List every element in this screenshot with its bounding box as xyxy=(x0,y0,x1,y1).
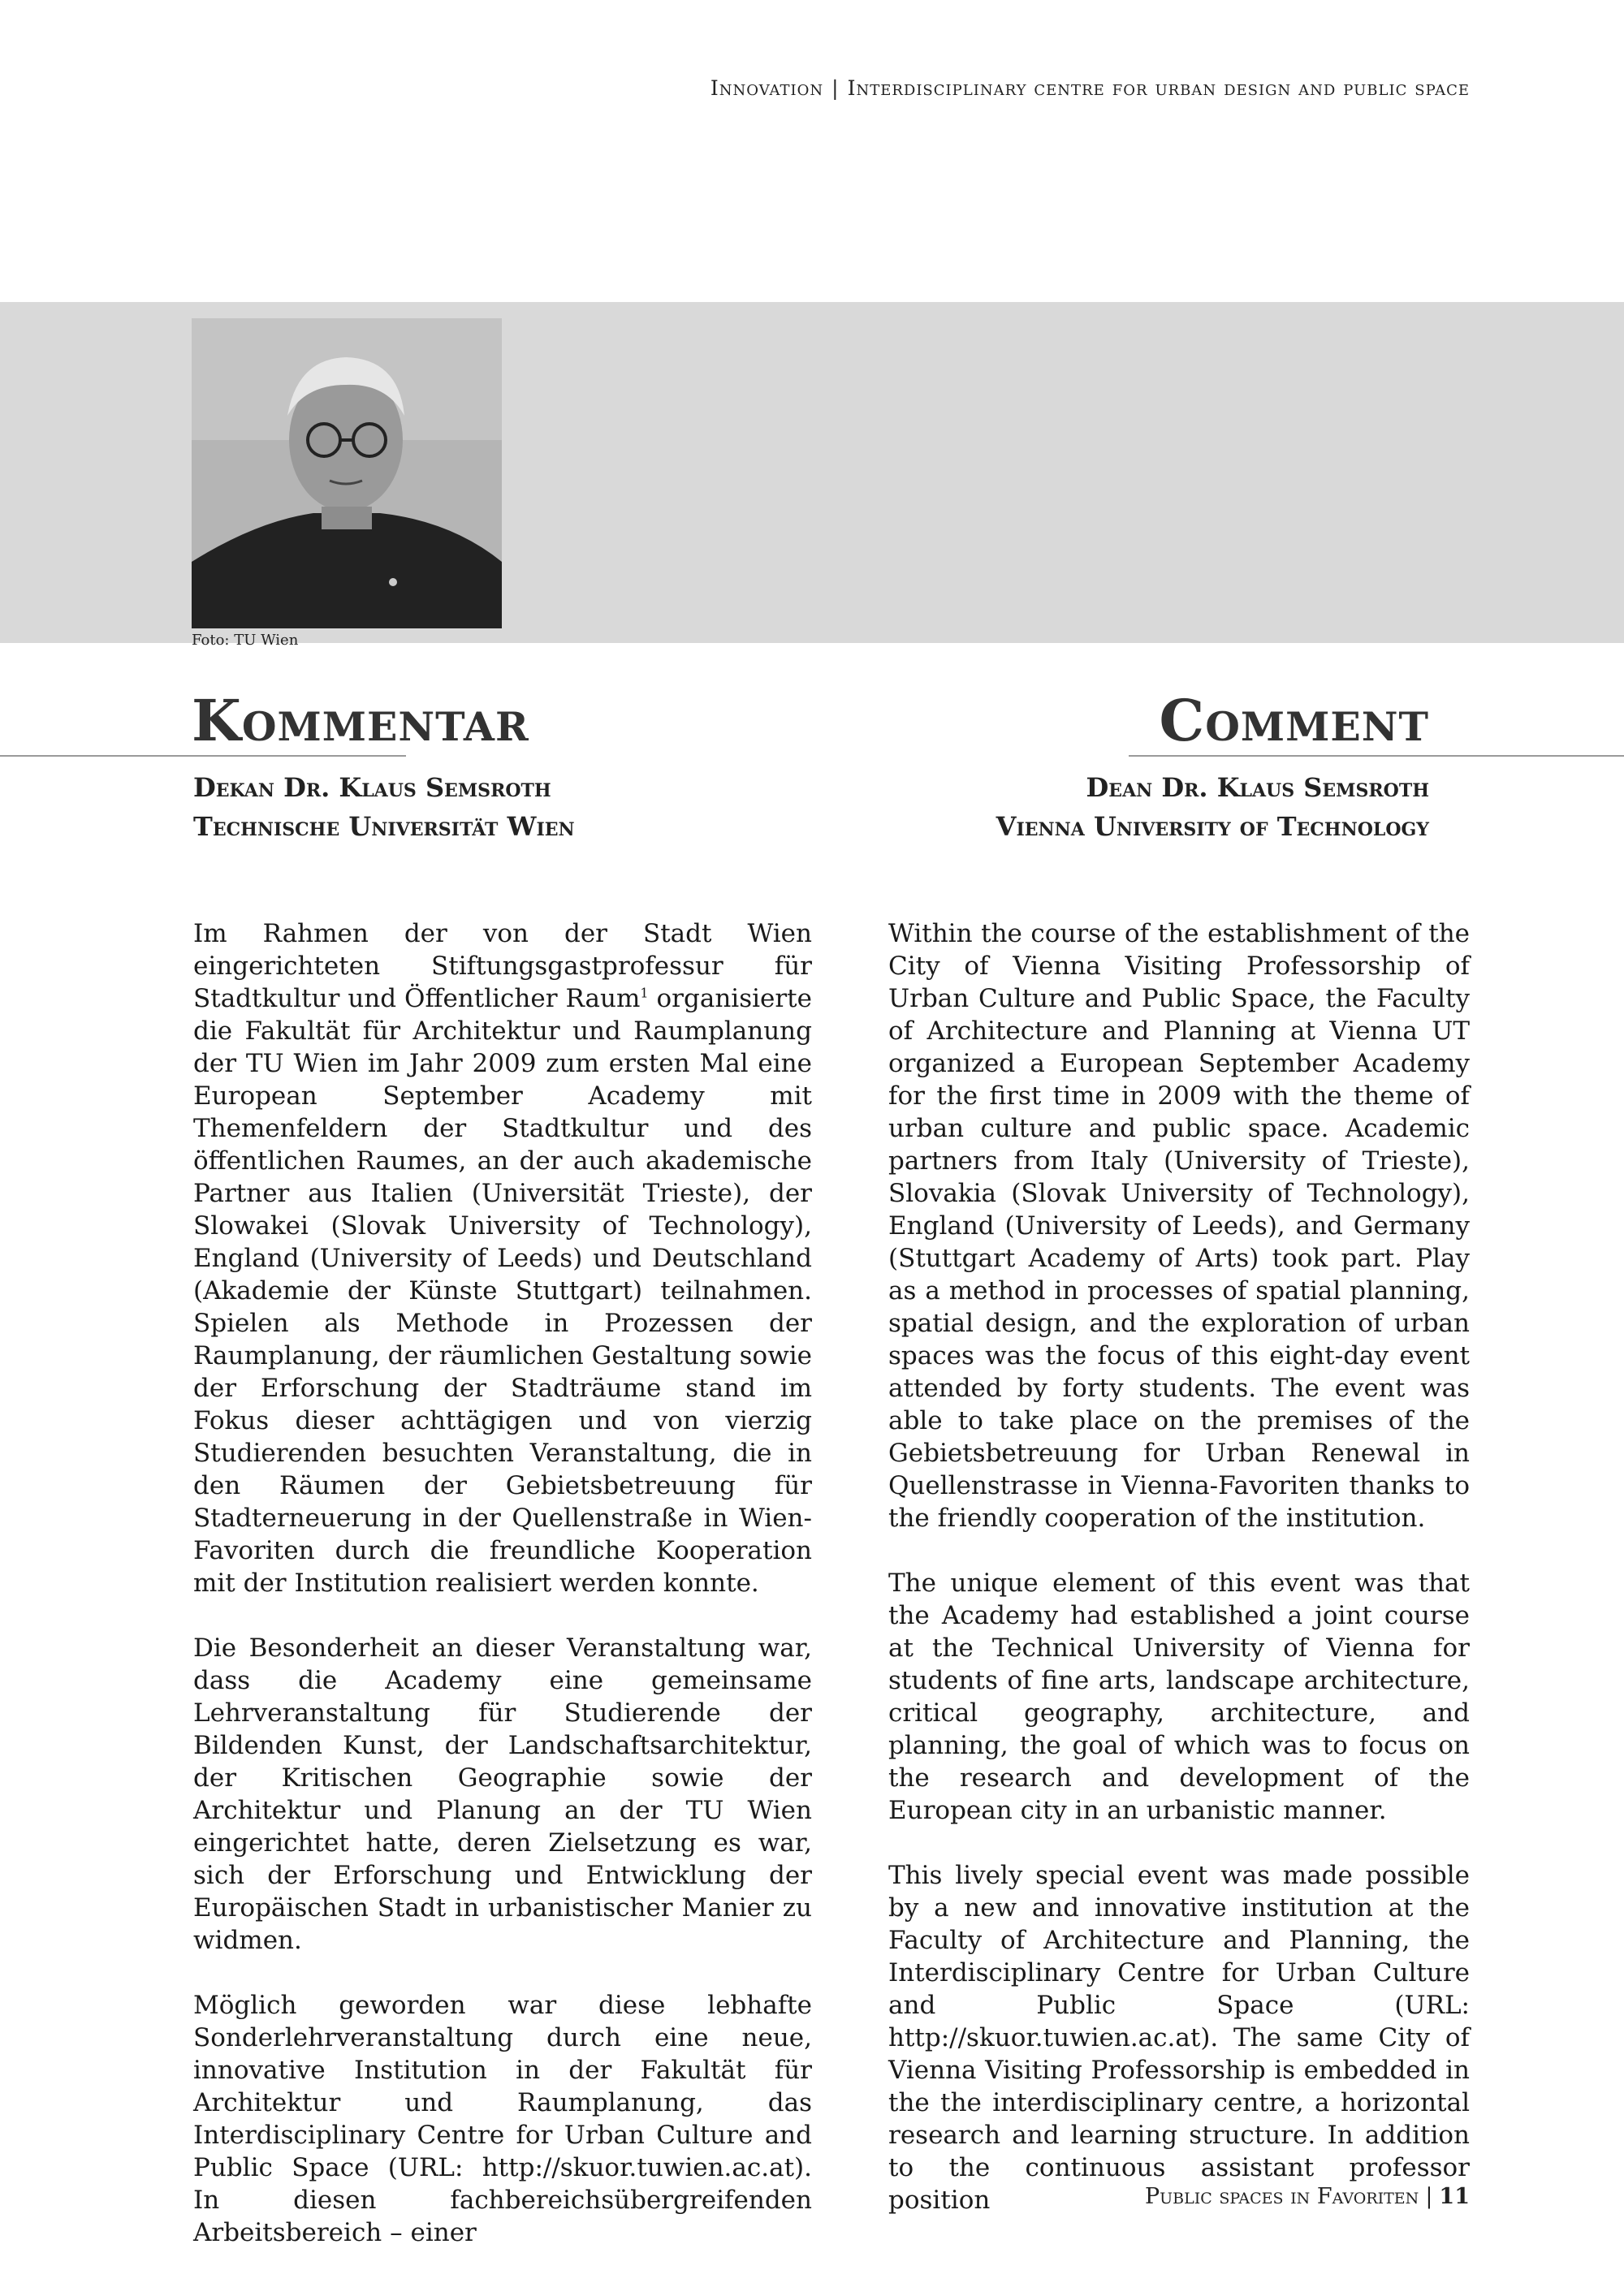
german-paragraph-2: Die Besonderheit an dieser Veranstaltung war, dass die Academy eine gemeinsame Lehrveranstaltung für Studierende der Bildenden Kunst, der Landschaftsarchitektur, der Kritischen Geographie sowie der Architektur und Planung an der TU Wien eingerichtet hatte, deren Zielsetzung es war, sich der Erforschung und Entwicklung der Europäischen Stadt in urbanistischer Manier zu widmen. xyxy=(193,1634,812,1955)
author-name-german: Dekan Dr. Klaus Semsroth xyxy=(193,772,551,803)
author-affiliation-german: Technische Universität Wien xyxy=(193,811,575,842)
english-paragraph-1: Within the course of the establishment of the City of Vienna Visiting Professorship of Urban Culture and Public Space, the Faculty of Architecture and Planning at Vienna UT organized a European September Academy for the first time in 2009 with the theme of urban culture and public space. Academic partners from Italy (University of Trieste), Slovakia (Slovak University of Technology), England (University of Leeds), and Germany (Stuttgart Academy of Arts) took part. Play as a method in processes of spatial planning, spatial design, and the exploration of urban spaces was the focus of this eight-day event attended by forty students. The event was able to take place on the premises of the Gebietsbetreuung for Urban Renewal in Quellenstrasse in Vienna-Favoriten thanks to the friendly cooperation of the institution. xyxy=(888,919,1470,1533)
english-column xyxy=(888,917,1470,2249)
subtitle-german xyxy=(193,768,575,846)
german-paragraph-1: Im Rahmen der von der Stadt Wien eingerichteten Stiftungsgastprofessur für Stadtkultur und Öffentlicher Raum$^1$ organisierte die Fakultät für Architektur und Raumplanung der TU Wien im Jahr 2009 zum ersten Mal eine European September Academy mit Themenfeldern der Stadtkultur und des öffentlichen Raumes, an der auch akademische Partner aus Italien (Universität Trieste), der Slowakei (Slovak University of Technology), England (University of Leeds) und Deutschland (Akademie der Künste Stuttgart) teilnahmen. Spielen als Methode in Prozessen der Raumplanung, der räumlichen Gestaltung sowie der Erforschung der Stadträume stand im Fokus dieser achttägigen und von vierzig Studierenden besuchten Veranstaltung, die in den Räumen der Gebietsbetreuung für Stadterneuerung in der Quellenstraße in Wien-Favoriten durch die freundliche Kooperation mit der Institution realisiert werden konnte. xyxy=(193,919,812,1598)
author-affiliation-english: Vienna University of Technology xyxy=(996,811,1429,842)
footnote-marker: 1 xyxy=(640,985,649,1001)
header-section: Innovation xyxy=(710,76,824,100)
running-header xyxy=(710,76,1470,100)
title-german: Kommentar xyxy=(192,687,529,754)
header-subtitle: Interdisciplinary centre for urban design and public space xyxy=(847,76,1470,100)
footer-title: Public spaces in Favoriten xyxy=(1144,2184,1419,2209)
page-number: 11 xyxy=(1439,2184,1470,2209)
footer-separator: | xyxy=(1425,2184,1433,2209)
english-paragraph-2: The unique element of this event was that the Academy had established a joint course at the Technical University of Vienna for students of fine arts, landscape architecture, critical geography, architecture, and planning, the goal of which was to focus on the research and development of the European city in an urbanistic manner. xyxy=(888,1569,1470,1825)
german-paragraph-3: Möglich geworden war diese lebhafte Sonderlehrveranstaltung durch eine neue, innovative Institution in der Fakultät für Architektur und Raumplanung, das Interdisciplinary Centre for Urban Culture and Public Space (URL: http://skuor.tuwien.ac.at). In diesen fachbereichsübergreifenden Arbeitsbereich – einer xyxy=(193,1991,812,2247)
photo-caption: Foto: TU Wien xyxy=(192,632,299,649)
portrait-photo xyxy=(192,318,502,628)
title-rule-right xyxy=(1129,755,1624,757)
portrait-illustration xyxy=(192,318,502,628)
running-footer xyxy=(1145,2184,1470,2209)
subtitle-english xyxy=(996,768,1429,846)
english-paragraph-3: This lively special event was made possible by a new and innovative institution at the Faculty of Architecture and Planning, the Interdisciplinary Centre for Urban Culture and Public Space (URL: http://skuor.tuwien.ac.at). The same City of Vienna Visiting Professorship is embedded in the the interdisciplinary centre, a horizontal research and learning structure. In addition to the continuous assistant professor position xyxy=(888,1861,1470,2215)
header-separator: | xyxy=(831,76,840,100)
german-column xyxy=(193,917,812,2281)
title-rule-left xyxy=(0,755,406,757)
author-name-english: Dean Dr. Klaus Semsroth xyxy=(1086,772,1429,803)
title-english: Comment xyxy=(1159,687,1429,754)
